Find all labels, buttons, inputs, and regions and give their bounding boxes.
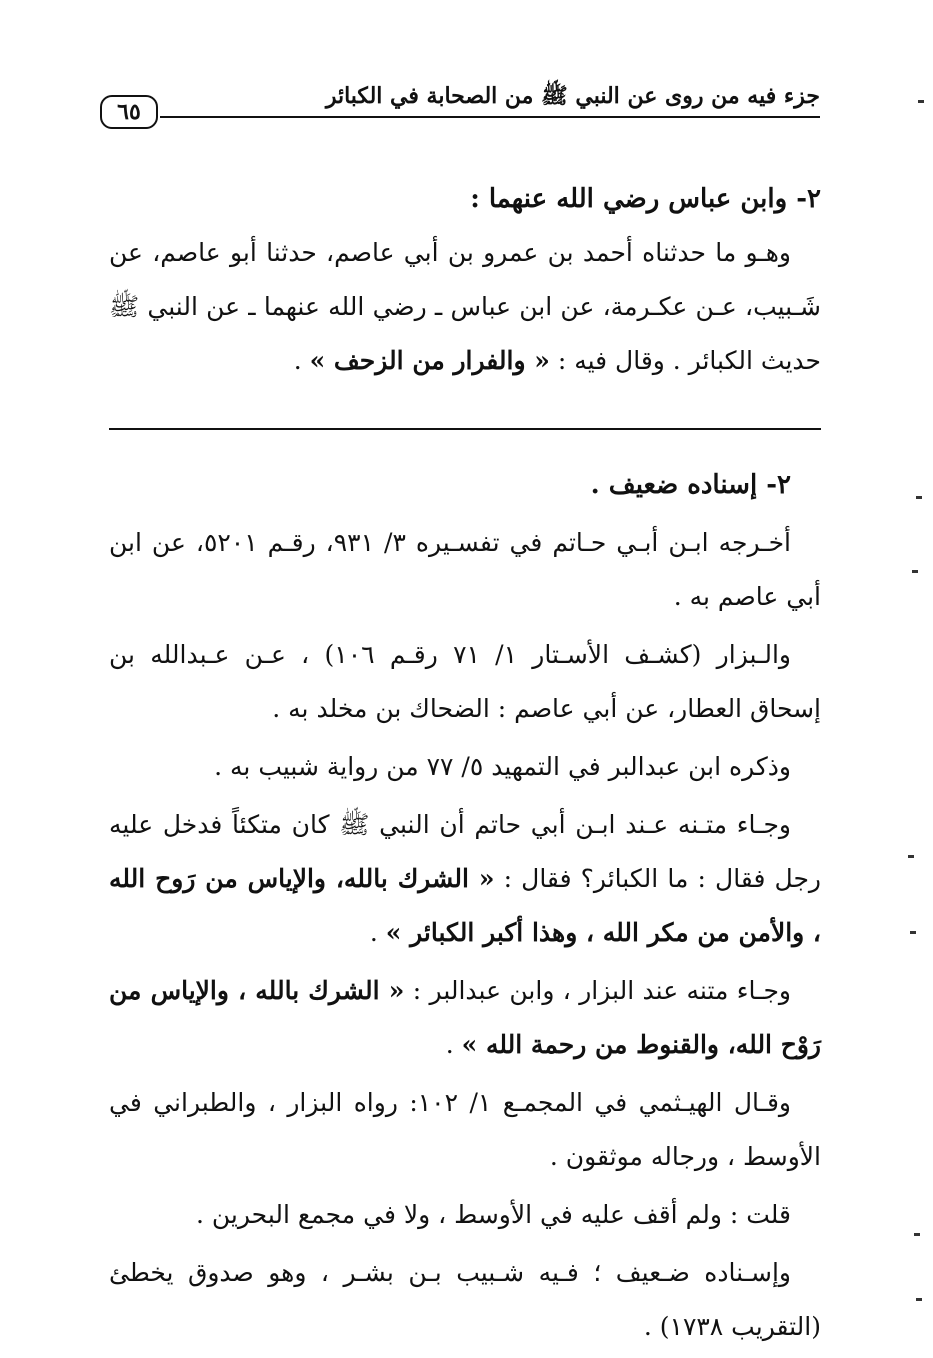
- scan-speck: [910, 931, 916, 934]
- footnote-divider: [109, 428, 821, 430]
- footnote-paragraph-1: أخـرجه ابـن أبـي حـاتم في تفسـيره ٣/ ٩٣١، رقـم ٥٢٠١، عن ابن أبي عاصم به .: [109, 528, 821, 611]
- main-paragraph-end: .: [293, 346, 310, 375]
- running-title: جزء فيه من روى عن النبي ﷺ من الصحابة في الكبائر: [325, 83, 820, 109]
- main-text: [109, 172, 821, 388]
- scan-speck: [916, 496, 922, 499]
- footnote-paragraph-4-quote: « الشرك بالله، والإياس من رَوح الله ، والأمن من مكر الله ، وهذا أكبر الكبائر »: [109, 864, 821, 947]
- footnote-paragraph-5-quote: « الشرك بالله ، والإياس من رَوْح الله، والقنوط من رحمة الله »: [109, 976, 821, 1059]
- footnote-paragraph-3: وذكره ابن عبدالبر في التمهيد ٥/ ٧٧ من رواية شبيب به .: [214, 752, 791, 781]
- footnotes: [109, 458, 821, 1358]
- footnote-heading: ٢- إسناده ضعيف .: [590, 470, 791, 500]
- main-paragraph-quote: « والفرار من الزحف »: [309, 346, 550, 375]
- footnote-paragraph-8: وإسـناده ضـعيف ؛ فـيه شـبيب بـن بشـر ، وهو صدوق يخطئ (التقريب ١٧٣٨) .: [109, 1258, 821, 1341]
- main-paragraph: [109, 226, 821, 388]
- page-header: [100, 78, 820, 128]
- scan-speck: [918, 100, 924, 103]
- footnote-paragraph-4: [109, 798, 821, 960]
- footnote-paragraph-5: [109, 964, 821, 1072]
- section-heading: ٢- وابن عباس رضي الله عنهما :: [470, 184, 821, 214]
- footnote-paragraph-2: والـبزار (كشـف الأسـتار ١/ ٧١ رقـم ١٠٦) ، عـن عـبدالله بن إسحاق العطار، عن أبي عاصم : الضحاك بن مخلد به .: [109, 640, 821, 723]
- footnote-paragraph-5-end: .: [445, 1030, 462, 1059]
- footnote-paragraph-6: وقـال الهيـثمي في المجمـع ١/ ١٠٢: رواه البزار ، والطبراني في الأوسط ، ورجاله موثقون .: [109, 1088, 821, 1171]
- header-rule: [160, 116, 820, 118]
- footnote-paragraph-5-text: وجـاء متنه عند البزار ، وابن عبدالبر :: [404, 976, 791, 1005]
- main-paragraph-text: وهـو ما حدثناه أحمد بن عمرو بن أبي عاصم، حدثنا أبو عاصم، عن شَـبيب، عـن عكـرمة، عن ابن عباس ـ رضي الله عنهما ـ عن النبي ﷺ حديث الكبائر . وقال فيه :: [109, 238, 821, 375]
- scan-speck: [912, 570, 918, 573]
- page-number: ٦٥: [100, 95, 158, 129]
- scan-speck: [908, 855, 914, 858]
- scan-speck: [914, 1233, 920, 1236]
- footnote-paragraph-4-end: .: [369, 918, 386, 947]
- footnote-paragraph-4-text: وجـاء متـنه عـند ابـن أبي حاتم أن النبي ﷺ كان متكئاً فدخل عليه رجل فقال : ما الكبائر؟ فقال :: [109, 810, 821, 893]
- footnote-paragraph-7: قلت : ولم أقف عليه في الأوسط ، ولا في مجمع البحرين .: [196, 1200, 791, 1229]
- scan-speck: [916, 1298, 922, 1301]
